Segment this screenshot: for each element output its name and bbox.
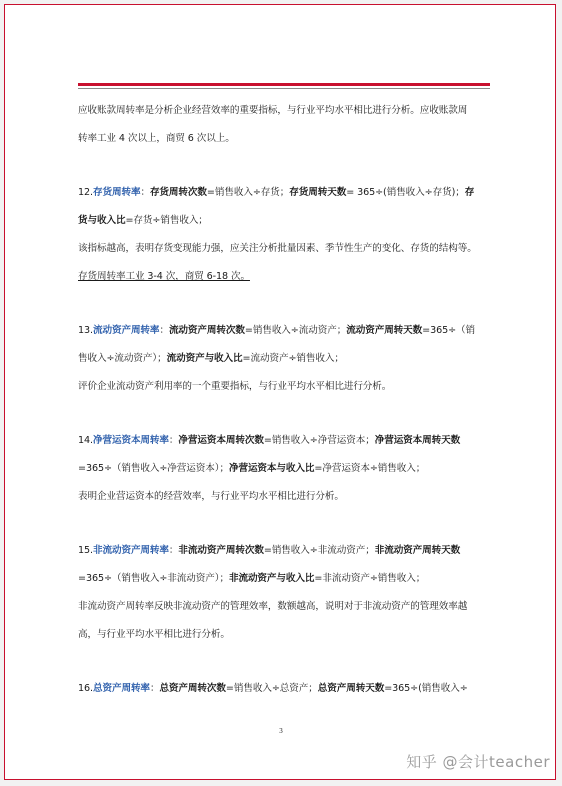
- section-15-line-1: 15.非流动资产周转率：非流动资产周转次数=销售收入÷非流动资产；非流动资产周转天数: [78, 545, 461, 556]
- section-16-title: 总资产周转率: [92, 683, 150, 694]
- section-15-line-2: =365÷（销售收入÷非流动资产）；非流动资产与收入比=非流动资产÷销售收入；: [78, 573, 426, 584]
- section-13-line-1: 13.流动资产周转率：流动资产周转次数=销售收入÷流动资产；流动资产周转天数=365÷（销: [78, 325, 476, 336]
- section-12-benchmark: 存货周转率工业 3-4 次，商贸 6-18 次。: [78, 271, 250, 282]
- current-asset-turnover-times-label: 流动资产周转次数: [168, 325, 245, 336]
- section-16-number: 16.: [78, 683, 93, 694]
- header-rule-gray: [78, 88, 490, 89]
- section-15: [78, 537, 492, 649]
- section-15-note-2: 高，与行业平均水平相比进行分析。: [78, 629, 230, 640]
- nwc-to-revenue-label: 净营运资本与收入比: [228, 463, 315, 474]
- inventory-turnover-days-label: 存货周转天数: [289, 187, 347, 198]
- section-12-note: 该指标越高，表明存货变现能力强，应关注分析批量因素、季节性生产的变化、存货的结构等。: [78, 243, 477, 254]
- section-12-line-2: 货与收入比=存货÷销售收入；: [78, 215, 208, 226]
- noncurrent-asset-turnover-days-label: 非流动资产周转天数: [374, 545, 461, 556]
- total-asset-turnover-days-label: 总资产周转天数: [317, 683, 385, 694]
- noncurrent-asset-to-revenue-label: 非流动资产与收入比: [228, 573, 315, 584]
- section-15-number: 15.: [78, 545, 93, 556]
- document-page: [4, 4, 556, 780]
- noncurrent-asset-turnover-times-label: 非流动资产周转次数: [178, 545, 264, 556]
- section-12-title: 存货周转率: [92, 187, 141, 198]
- intro-line-1: 应收账款周转率是分析企业经营效率的重要指标，与行业平均水平相比进行分析。应收账款周: [78, 105, 468, 116]
- nwc-turnover-days-label: 净营运资本周转天数: [374, 435, 461, 446]
- intro-line-2: 转率工业 4 次以上，商贸 6 次以上。: [78, 133, 235, 144]
- section-14-number: 14.: [78, 435, 93, 446]
- section-12-number: 12.: [78, 187, 93, 198]
- nwc-turnover-times-label: 净营运资本周转次数: [178, 435, 264, 446]
- section-14-title: 净营运资本周转率: [92, 435, 169, 446]
- section-14-line-2: =365÷（销售收入÷净营运资本）；净营运资本与收入比=净营运资本÷销售收入；: [78, 463, 426, 474]
- page-number: 3: [279, 727, 283, 735]
- section-13-number: 13.: [78, 325, 93, 336]
- section-16: [78, 675, 492, 703]
- section-12-line-1: 12.存货周转率：存货周转次数=销售收入÷存货；存货周转天数= 365÷(销售收入÷存货)；存: [78, 187, 475, 198]
- inventory-to-revenue-label: 货与收入比: [78, 215, 126, 226]
- watermark: 知乎 @会计teacher: [406, 753, 550, 771]
- current-asset-turnover-days-label: 流动资产周转天数: [346, 325, 423, 336]
- section-13-note: 评价企业流动资产利用率的一个重要指标，与行业平均水平相比进行分析。: [78, 381, 392, 392]
- total-asset-turnover-times-label: 总资产周转次数: [159, 683, 226, 694]
- section-14-line-1: 14.净营运资本周转率：净营运资本周转次数=销售收入÷净营运资本；净营运资本周转天数: [78, 435, 461, 446]
- header-rule-red: [78, 83, 490, 86]
- section-13-title: 流动资产周转率: [92, 325, 160, 336]
- section-15-note-1: 非流动资产周转率反映非流动资产的管理效率，数额越高，说明对于非流动资产的管理效率越: [78, 601, 468, 612]
- section-14-note: 表明企业营运资本的经营效率，与行业平均水平相比进行分析。: [78, 491, 344, 502]
- inventory-turnover-times-label: 存货周转次数: [149, 187, 207, 198]
- section-13: [78, 317, 492, 401]
- section-15-title: 非流动资产周转率: [92, 545, 169, 556]
- section-13-line-2: 售收入÷流动资产）；流动资产与收入比=流动资产÷销售收入；: [78, 353, 344, 364]
- document-body: [78, 97, 492, 703]
- current-asset-to-revenue-label: 流动资产与收入比: [166, 353, 243, 364]
- section-14: [78, 427, 492, 511]
- section-12: [78, 179, 492, 291]
- section-16-line-1: 16.总资产周转率：总资产周转次数=销售收入÷总资产；总资产周转天数=365÷(销售收入÷: [78, 683, 468, 694]
